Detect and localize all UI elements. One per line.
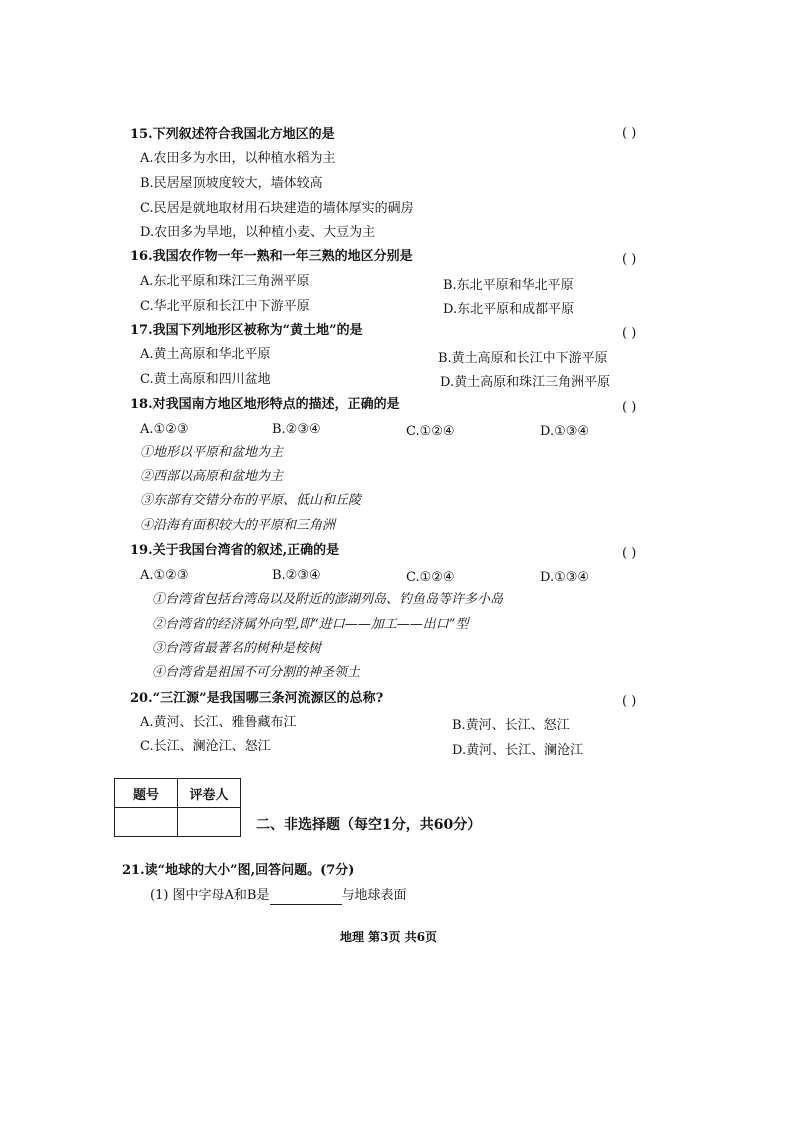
q21-part1-suffix: 与地球表面	[341, 888, 407, 903]
q15-option-b[interactable]: B.民居屋顶坡度较大，墙体较高	[140, 176, 323, 191]
grader-cell[interactable]	[178, 808, 241, 837]
q17-option-c[interactable]: C.黄土高原和四川盆地	[140, 372, 271, 387]
q20-answer-paren[interactable]: ( )	[622, 694, 637, 709]
q18-statement-1: ①地形以平原和盆地为主	[140, 445, 284, 460]
q16-answer-paren[interactable]: ( )	[622, 252, 637, 267]
q20-option-b[interactable]: B.黄河、长江、怒江	[452, 718, 570, 733]
q15-option-c[interactable]: C.民居是就地取材用石块建造的墙体厚实的碉房	[140, 201, 414, 216]
score-cell[interactable]	[115, 808, 178, 837]
q18-option-c[interactable]: C.①②④	[406, 424, 455, 439]
q18-option-a[interactable]: A.①②③	[140, 422, 189, 437]
score-table-header-number: 题号	[115, 779, 178, 808]
q19-statement-1: ①台湾省包括台湾岛以及附近的澎湖列岛、钓鱼岛等许多小岛	[152, 592, 504, 607]
q17-option-d[interactable]: D.黄土高原和珠江三角洲平原	[440, 375, 611, 390]
q17-option-a[interactable]: A.黄土高原和华北平原	[140, 347, 271, 362]
page-footer: 地理 第3页 共6页	[340, 930, 438, 944]
q18-statement-2: ②西部以高原和盆地为主	[140, 469, 284, 484]
q15-answer-paren[interactable]: ( )	[622, 126, 637, 141]
q19-statement-3: ③台湾省最著名的树种是桉树	[152, 641, 322, 656]
q16-option-a[interactable]: A.东北平原和珠江三角洲平原	[140, 274, 310, 289]
q18-stem: 18.对我国南方地区地形特点的描述，正确的是	[130, 397, 400, 412]
q16-option-c[interactable]: C.华北平原和长江中下游平原	[140, 299, 310, 314]
q19-statement-4: ④台湾省是祖国不可分割的神圣领土	[152, 665, 361, 680]
q20-option-d[interactable]: D.黄河、长江、澜沧江	[452, 743, 584, 758]
q21-part1-blank[interactable]	[270, 890, 342, 905]
q20-option-c[interactable]: C.长江、澜沧江、怒江	[140, 739, 271, 754]
q18-answer-paren[interactable]: ( )	[622, 400, 637, 415]
q15-option-a[interactable]: A.农田多为水田，以种植水稻为主	[140, 151, 336, 166]
q21-stem: 21.读“地球的大小”图,回答问题。(7分)	[122, 863, 355, 878]
q16-option-d[interactable]: D.东北平原和成都平原	[443, 302, 575, 317]
q18-statement-3: ③东部有交错分布的平原、低山和丘陵	[140, 493, 362, 508]
q18-statement-4: ④沿海有面积较大的平原和三角洲	[140, 518, 336, 533]
q19-statement-2: ②台湾省的经济属外向型,即“进口——加工——出口”型	[152, 617, 469, 632]
q18-option-d[interactable]: D.①③④	[540, 424, 590, 439]
q21-part1	[150, 887, 407, 905]
score-table	[114, 778, 241, 837]
q19-option-c[interactable]: C.①②④	[406, 570, 455, 585]
q15-option-d[interactable]: D.农田多为旱地，以种植小麦、大豆为主	[140, 225, 376, 240]
q17-answer-paren[interactable]: ( )	[622, 326, 637, 341]
q19-option-a[interactable]: A.①②③	[140, 568, 189, 583]
q19-answer-paren[interactable]: ( )	[622, 546, 637, 561]
q20-option-a[interactable]: A.黄河、长江、雅鲁藏布江	[140, 715, 297, 730]
q19-option-b[interactable]: B.②③④	[272, 568, 321, 583]
q16-option-b[interactable]: B.东北平原和华北平原	[443, 278, 574, 293]
section-2-title: 二、非选择题（每空1分，共60分）	[256, 817, 482, 833]
q17-option-b[interactable]: B.黄土高原和长江中下游平原	[438, 351, 608, 366]
q21-part1-prefix: (1) 图中字母A和B是	[150, 888, 270, 903]
q15-stem: 15.下列叙述符合我国北方地区的是	[130, 127, 335, 142]
q18-option-b[interactable]: B.②③④	[272, 422, 321, 437]
q16-stem: 16.我国农作物一年一熟和一年三熟的地区分别是	[130, 249, 413, 264]
q17-stem: 17.我国下列地形区被称为“黄土地”的是	[130, 323, 363, 338]
q20-stem: 20.“三江源”是我国哪三条河流源区的总称?	[130, 691, 384, 706]
q19-stem: 19.关于我国台湾省的叙述,正确的是	[130, 543, 340, 558]
score-table-header-grader: 评卷人	[178, 779, 241, 808]
q19-option-d[interactable]: D.①③④	[540, 570, 590, 585]
